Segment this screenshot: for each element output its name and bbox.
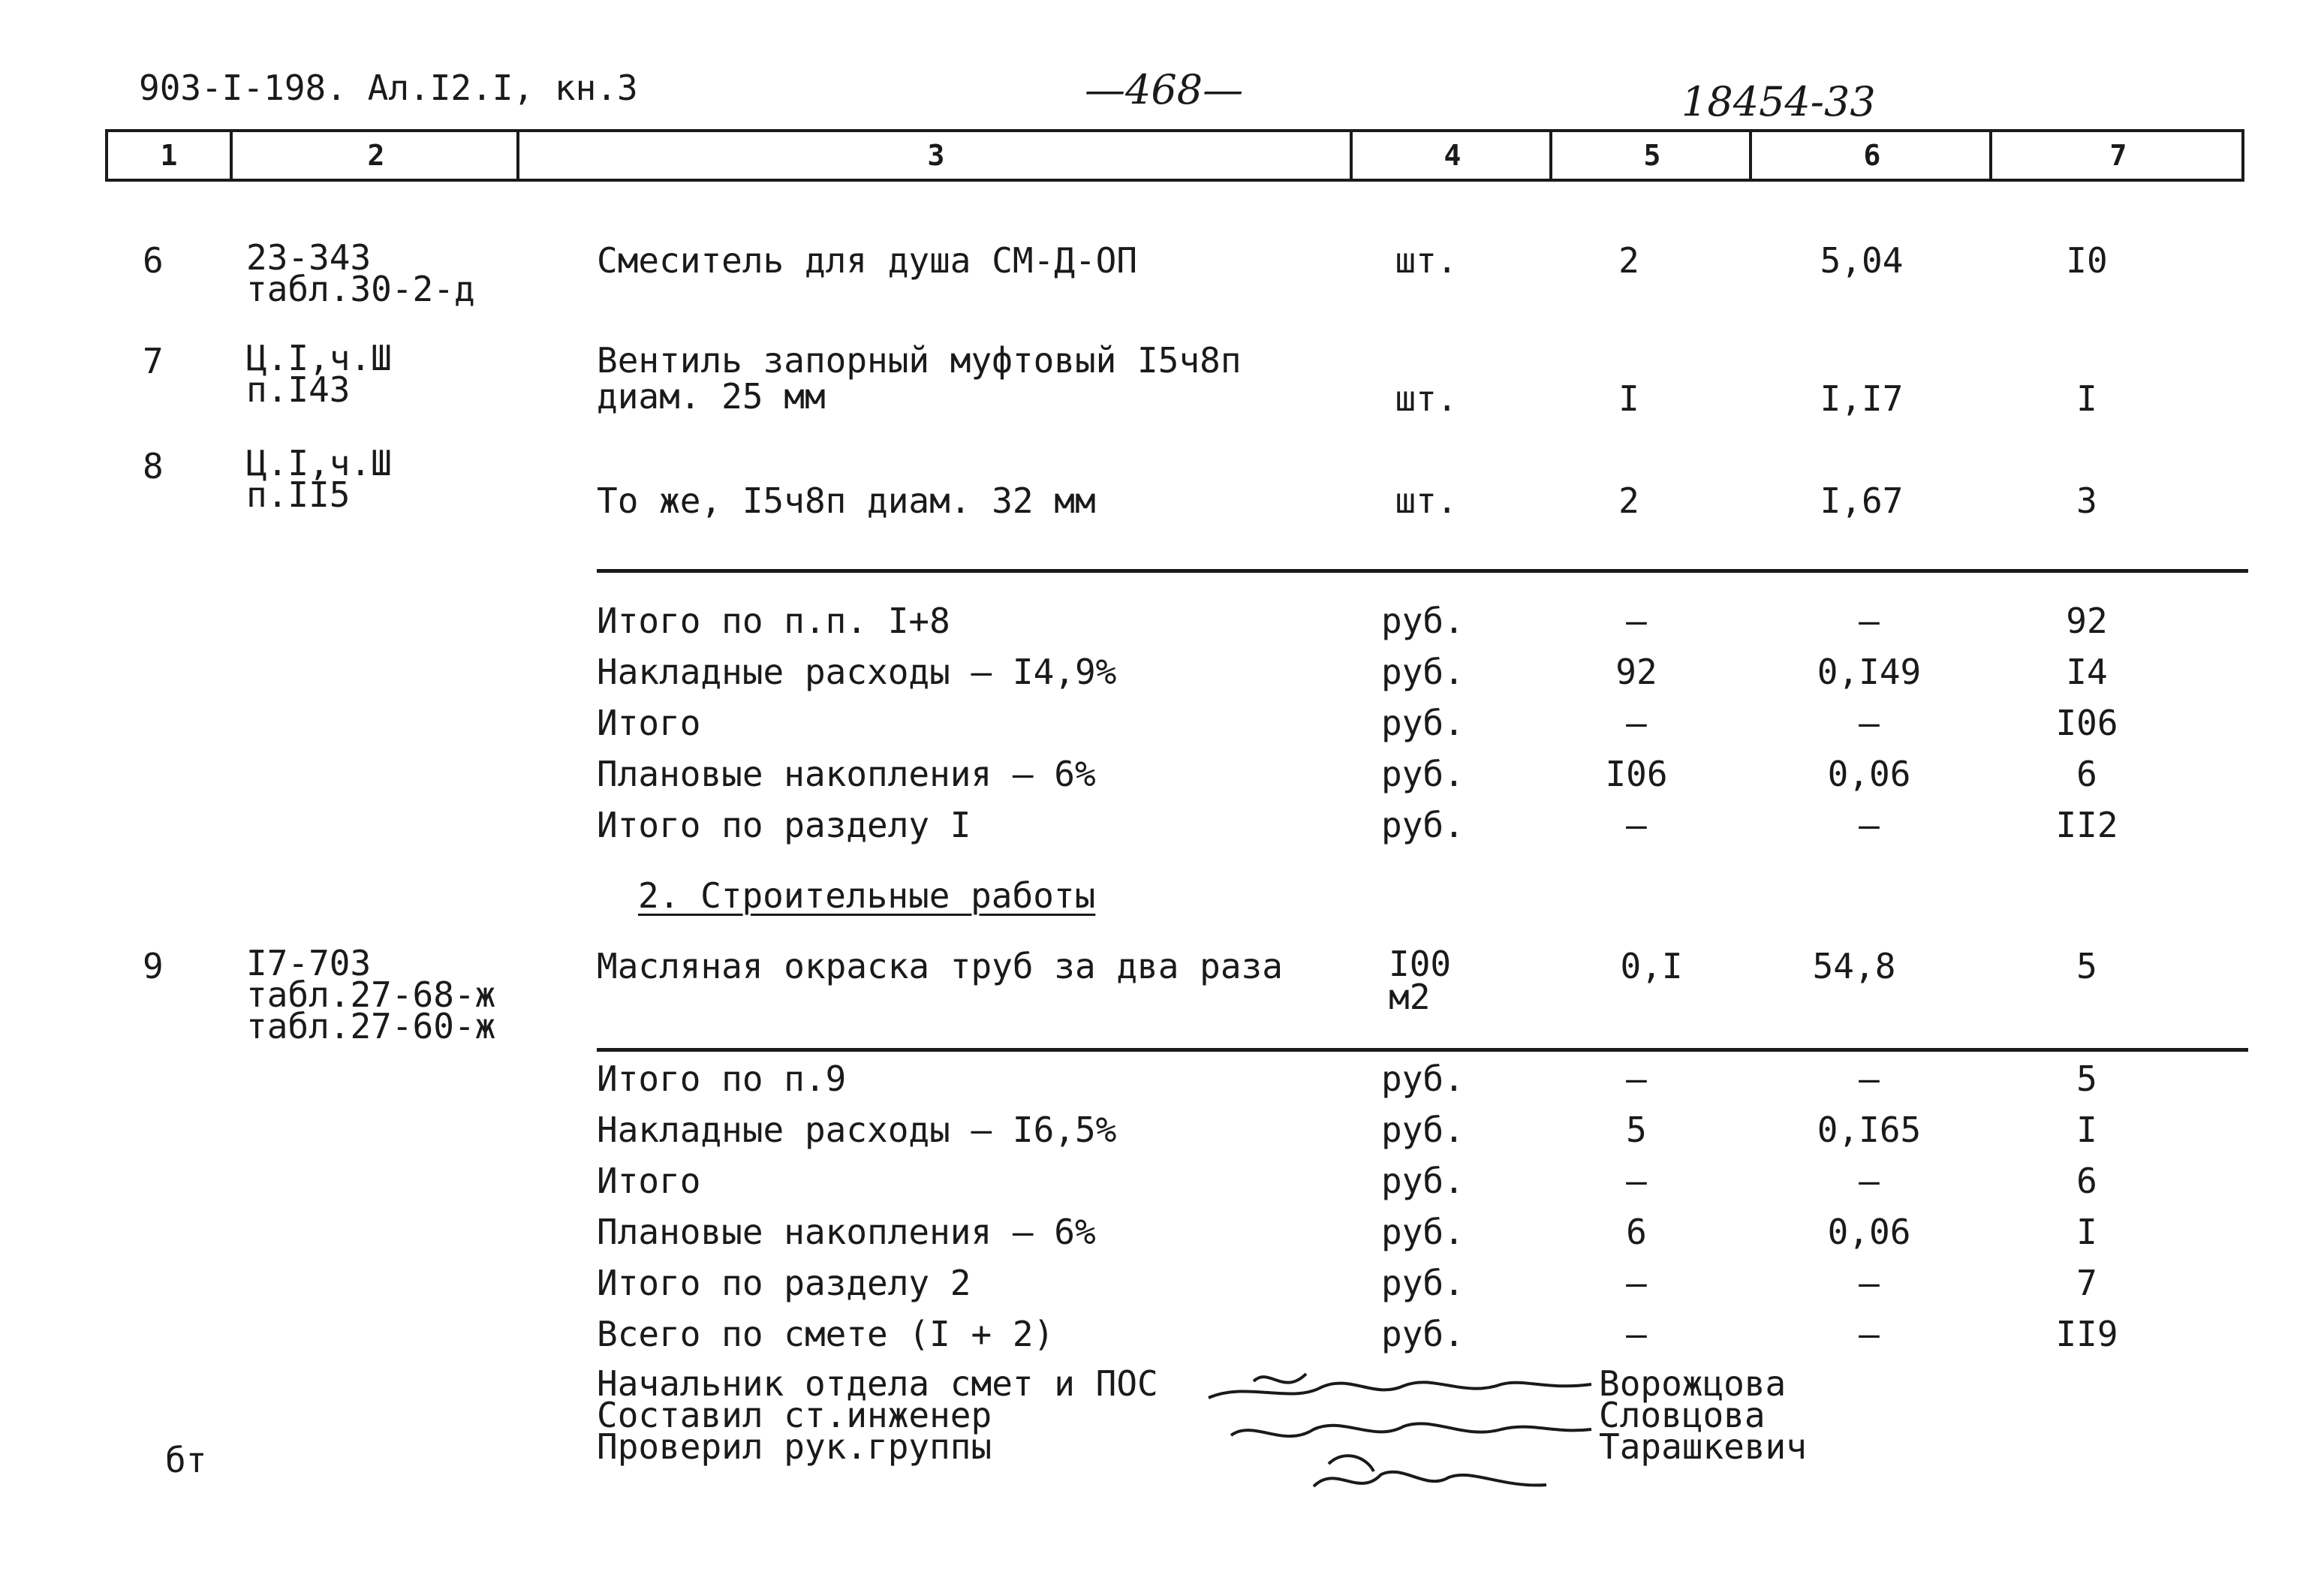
column-header: 5 xyxy=(1549,132,1752,179)
summary-label: Плановые накопления – 6% xyxy=(597,1212,1096,1252)
summary-base: 6 xyxy=(1626,1212,1647,1252)
item-total: 3 xyxy=(2076,480,2097,521)
summary-total: I xyxy=(2076,1212,2097,1252)
summary-rate: – xyxy=(1859,703,1880,743)
summary-total: I xyxy=(2076,1110,2097,1150)
page-number: —468— xyxy=(1085,66,1244,113)
item-total: I xyxy=(2076,378,2097,419)
section-divider xyxy=(597,569,2248,573)
signature-roles: Начальник отдела смет и ПОС Составил ст.инженер Проверил рук.группы xyxy=(597,1363,1158,1467)
item-name: Масляная окраска труб за два раза xyxy=(597,946,1283,986)
item-quantity: 2 xyxy=(1618,240,1639,281)
summary-rate: 0,I49 xyxy=(1817,652,1922,692)
summary-unit: руб. xyxy=(1381,1314,1465,1354)
summary-base: 92 xyxy=(1615,652,1657,692)
summary-unit: руб. xyxy=(1381,1263,1465,1303)
summary-rate: – xyxy=(1859,1314,1880,1354)
summary-total: 7 xyxy=(2076,1263,2097,1303)
summary-total: I06 xyxy=(2055,703,2118,743)
item-reference: Ц.I,ч.Ш п.II5 xyxy=(246,443,392,515)
item-number: 8 xyxy=(143,446,164,486)
item-price: 5,04 xyxy=(1820,240,1904,281)
summary-rate: – xyxy=(1859,601,1880,641)
summary-base: I06 xyxy=(1605,754,1668,794)
summary-unit: руб. xyxy=(1381,1161,1465,1201)
summary-base: – xyxy=(1626,703,1647,743)
summary-unit: руб. xyxy=(1381,805,1465,845)
column-header: 7 xyxy=(1989,132,2244,179)
summary-rate: 0,06 xyxy=(1827,754,1911,794)
item-name: То же, I5ч8п диам. 32 мм xyxy=(597,480,1096,521)
item-number: 9 xyxy=(143,946,164,986)
summary-label: Накладные расходы – I6,5% xyxy=(597,1110,1117,1150)
item-price: 54,8 xyxy=(1812,946,1896,986)
summary-total: 6 xyxy=(2076,754,2097,794)
item-unit: шт. xyxy=(1395,378,1458,419)
summary-total: II2 xyxy=(2055,805,2118,845)
summary-label: Всего по смете (I + 2) xyxy=(597,1314,1055,1354)
footer-mark: бт xyxy=(165,1440,207,1480)
summary-base: – xyxy=(1626,1314,1647,1354)
item-quantity: I xyxy=(1618,378,1639,419)
summary-base: – xyxy=(1626,1263,1647,1303)
item-reference: Ц.I,ч.Ш п.I43 xyxy=(246,338,392,410)
handwritten-signatures xyxy=(1201,1351,1606,1501)
document-code: 903-I-198. Ал.I2.I, кн.3 xyxy=(139,68,638,108)
summary-base: – xyxy=(1626,601,1647,641)
column-header: 3 xyxy=(516,132,1353,179)
summary-base: – xyxy=(1626,1161,1647,1201)
summary-total: II9 xyxy=(2055,1314,2118,1354)
summary-label: Итого xyxy=(597,703,701,743)
item-total: I0 xyxy=(2066,240,2108,281)
summary-label: Итого по разделу I xyxy=(597,805,971,845)
summary-rate: 0,06 xyxy=(1827,1212,1911,1252)
item-number: 7 xyxy=(143,341,164,381)
section-divider xyxy=(597,1048,2248,1052)
summary-label: Плановые накопления – 6% xyxy=(597,754,1096,794)
item-price: I,67 xyxy=(1820,480,1904,521)
summary-label: Итого xyxy=(597,1161,701,1201)
summary-rate: 0,I65 xyxy=(1817,1110,1922,1150)
item-reference: I7-703 табл.27-68-ж табл.27-60-ж xyxy=(246,943,496,1046)
summary-label: Итого по разделу 2 xyxy=(597,1263,971,1303)
summary-base: – xyxy=(1626,805,1647,845)
summary-label: Накладные расходы – I4,9% xyxy=(597,652,1117,692)
sheet-code: 18454-33 xyxy=(1681,78,1876,125)
summary-unit: руб. xyxy=(1381,652,1465,692)
summary-rate: – xyxy=(1859,805,1880,845)
column-header: 6 xyxy=(1749,132,1992,179)
summary-total: 92 xyxy=(2066,601,2108,641)
summary-unit: руб. xyxy=(1381,703,1465,743)
summary-base: 5 xyxy=(1626,1110,1647,1150)
column-header: 4 xyxy=(1350,132,1552,179)
summary-label: Итого по п.9 xyxy=(597,1058,847,1099)
summary-rate: – xyxy=(1859,1161,1880,1201)
column-header: 1 xyxy=(160,139,178,172)
item-quantity: 2 xyxy=(1618,480,1639,521)
signature-names: Ворожцова Словцова Тарашкевич xyxy=(1599,1363,1807,1467)
item-total: 5 xyxy=(2076,946,2097,986)
item-price: I,I7 xyxy=(1820,378,1904,419)
summary-rate: – xyxy=(1859,1058,1880,1099)
item-name: Вентиль запорный муфтовый I5ч8п диам. 25 мм xyxy=(597,340,1242,417)
summary-unit: руб. xyxy=(1381,1212,1465,1252)
column-header: 2 xyxy=(230,132,519,179)
item-name: Смеситель для душа СМ-Д-ОП xyxy=(597,240,1138,281)
item-number: 6 xyxy=(143,240,164,281)
summary-total: 6 xyxy=(2076,1161,2097,1201)
item-quantity: 0,I xyxy=(1620,946,1683,986)
summary-base: – xyxy=(1626,1058,1647,1099)
summary-unit: руб. xyxy=(1381,601,1465,641)
summary-unit: руб. xyxy=(1381,1058,1465,1099)
summary-unit: руб. xyxy=(1381,1110,1465,1150)
item-reference: 23-343 табл.30-2-д xyxy=(246,237,475,309)
summary-rate: – xyxy=(1859,1263,1880,1303)
section-2-title: 2. Строительные работы xyxy=(638,875,1096,916)
item-unit: шт. xyxy=(1395,480,1458,521)
column-header-row xyxy=(105,129,2244,182)
item-unit: I00 м2 xyxy=(1389,944,1452,1017)
item-unit: шт. xyxy=(1395,240,1458,281)
summary-total: I4 xyxy=(2066,652,2108,692)
summary-unit: руб. xyxy=(1381,754,1465,794)
summary-total: 5 xyxy=(2076,1058,2097,1099)
summary-label: Итого по п.п. I+8 xyxy=(597,601,950,641)
